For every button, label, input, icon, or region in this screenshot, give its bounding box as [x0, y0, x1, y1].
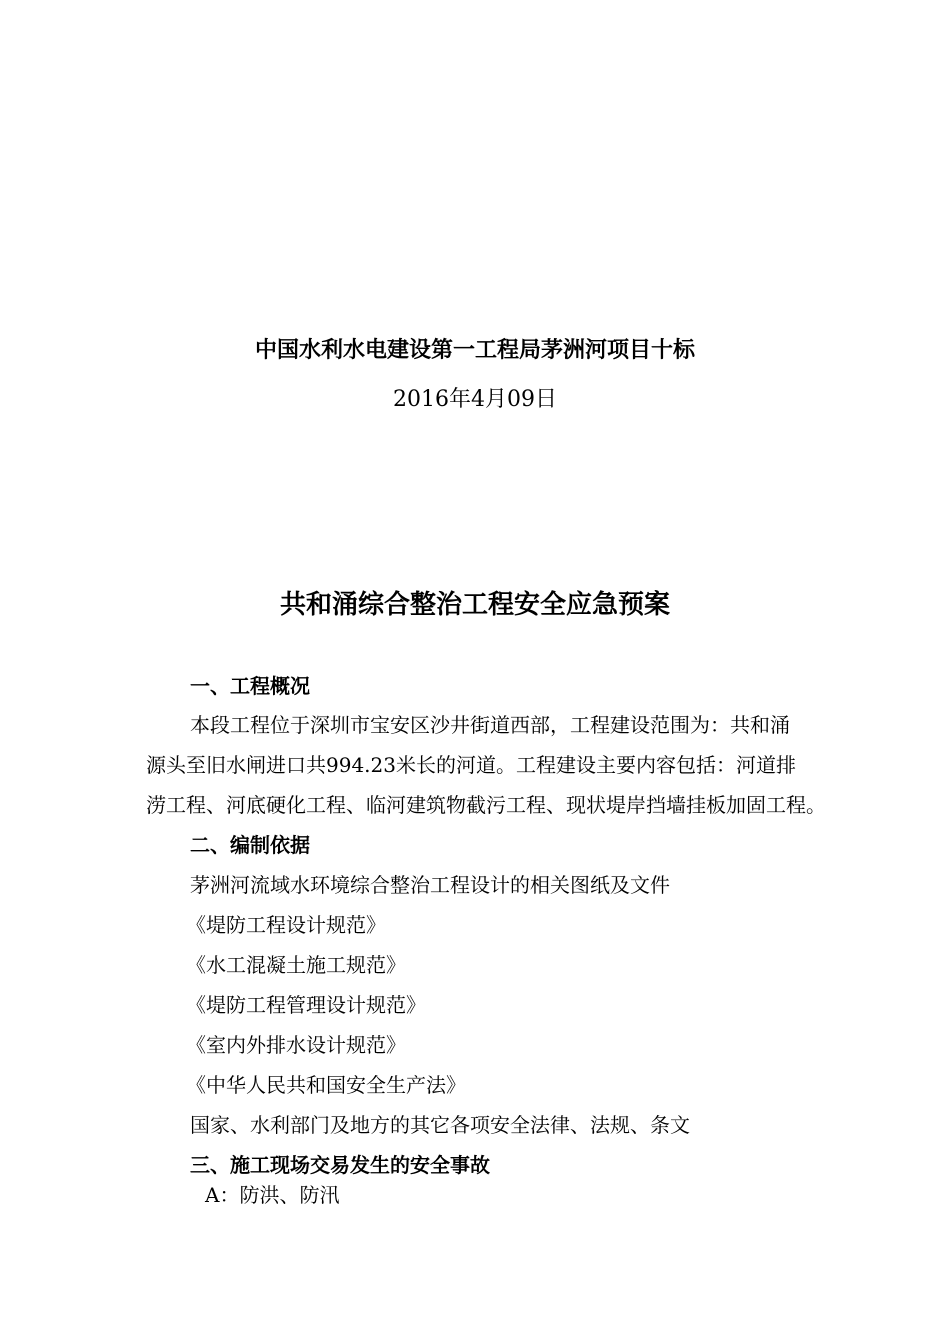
- basis-list-item: 《堤防工程管理设计规范》: [186, 993, 426, 1017]
- overview-paragraph-line: 源头至旧水闸进口共994.23米长的河道。工程建设主要内容包括：河道排: [146, 753, 796, 777]
- overview-paragraph-line: 涝工程、河底硬化工程、临河建筑物截污工程、现状堤岸挡墙挂板加固工程。: [146, 793, 826, 817]
- document-date: 2016年4月09日: [393, 387, 557, 412]
- basis-list-item: 《堤防工程设计规范》: [186, 913, 386, 937]
- section-heading-basis: 二、编制依据: [190, 833, 310, 857]
- basis-list-item: 《室内外排水设计规范》: [186, 1033, 406, 1057]
- accident-list-item: A：防洪、防汛: [205, 1183, 340, 1207]
- basis-list-item: 国家、水利部门及地方的其它各项安全法律、法规、条文: [190, 1113, 690, 1137]
- basis-list-item: 茅洲河流域水环境综合整治工程设计的相关图纸及文件: [190, 873, 670, 897]
- basis-list-item: 《中华人民共和国安全生产法》: [186, 1073, 466, 1097]
- section-heading-overview: 一、工程概况: [190, 674, 310, 698]
- overview-paragraph-line: 本段工程位于深圳市宝安区沙井街道西部，工程建设范围为：共和涌: [190, 713, 790, 737]
- basis-list-item: 《水工混凝土施工规范》: [186, 953, 406, 977]
- organization-title: 中国水利水电建设第一工程局茅洲河项目十标: [254, 337, 695, 363]
- document-title: 共和涌综合整治工程安全应急预案: [279, 590, 670, 620]
- section-heading-accidents: 三、施工现场交易发生的安全事故: [190, 1153, 490, 1177]
